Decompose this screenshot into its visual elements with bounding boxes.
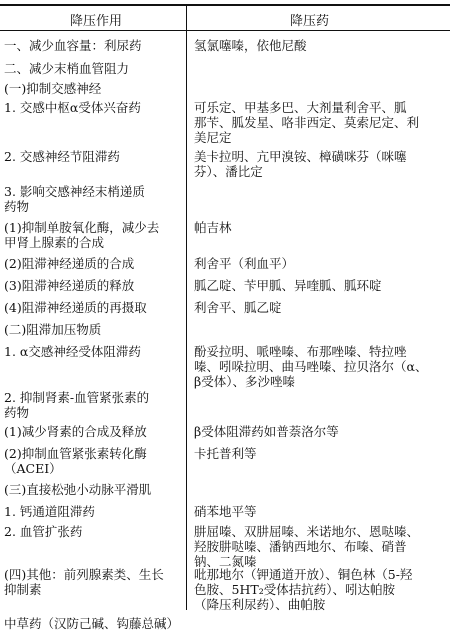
row-drugs: 氢氯噻嗪，依他尼酸: [194, 38, 307, 53]
row-drugs: 硝苯地平等: [194, 504, 257, 519]
row-drugs: 胍乙啶、苄甲胍、异喹胍、胍环啶: [194, 278, 382, 293]
row-label: (2)阻滞神经递质的合成: [4, 256, 135, 271]
row-drugs: 肼屈嗪、双肼屈嗪、米诺地尔、恩哒嗪、 羟胺肼哒嗪、潘钠西地尔、布嗪、硝普 钠、二氮嗪: [194, 524, 420, 569]
row-drugs: 酚妥拉明、哌唑嗪、布那唑嗪、特拉唑 嗪、吲哚拉明、曲马唑嗪、拉贝洛尔（α、 β受体）、多沙唑嗪: [194, 344, 428, 389]
table-top-rule: [0, 4, 450, 6]
row-label: 1. 交感中枢α受体兴奋药: [4, 100, 141, 115]
header-col-2: 降压药: [290, 14, 330, 29]
row-label: (3)阻滞神经递质的释放: [4, 278, 135, 293]
row-label: (2)抑制血管紧张素转化酶 （ACEI）: [4, 446, 147, 476]
row-drugs: 卡托普利等: [194, 446, 257, 461]
row-label: (4)阻滞神经递质的再摄取: [4, 300, 147, 315]
footer-note: 中草药（汉防己碱、钩藤总碱）: [4, 616, 180, 631]
row-label: (1)减少肾素的合成及释放: [4, 424, 147, 439]
row-label: (三)直接松弛小动脉平滑肌: [4, 482, 152, 497]
row-drugs: 利舍平、胍乙啶: [194, 300, 282, 315]
row-label: 2. 交感神经节阻滞药: [4, 149, 120, 164]
row-label: (1)抑制单胺氧化酶，减少去 甲肾上腺素的合成: [4, 220, 160, 250]
row-label: 1. 钙通道阻滞药: [4, 504, 95, 519]
row-drugs: 吡那地尔（钾通道开放）、铜色林（5-羟 色胺、5HT₂受体拮抗药）、吲达帕胺 （降压利尿药）、曲帕胺: [194, 567, 413, 612]
row-label: 1. α交感神经受体阻滞药: [4, 344, 141, 359]
row-label: 一、减少血容量：利尿药: [4, 38, 142, 53]
row-label: 2. 抑制肾素-血管紧张素的 药物: [4, 390, 150, 420]
row-label: 2. 血管扩张药: [4, 524, 83, 539]
table-column-divider: [186, 4, 187, 610]
row-drugs: 利舍平（利血平）: [194, 256, 295, 271]
table-header-rule: [0, 30, 450, 31]
row-label: (一)抑制交感神经: [4, 81, 102, 96]
row-drugs: 可乐定、甲基多巴、大剂量利舍平、胍 那苄、胍发星、咯非西定、莫索尼定、利 美尼定: [194, 100, 420, 145]
row-label: 二、减少末梢血管阻力: [4, 61, 130, 76]
row-label: (四)其他：前列腺素类、生长 抑制素: [4, 567, 164, 597]
header-col-1: 降压作用: [70, 14, 123, 29]
row-drugs: 美卡拉明、亢甲溴铵、樟磺咪芬（咪噻 芬）、潘比定: [194, 149, 407, 179]
row-label: 3. 影响交感神经末梢递质 药物: [4, 184, 145, 214]
row-drugs: β受体阻滞药如普萘洛尔等: [194, 424, 339, 439]
row-label: (二)阻滞加压物质: [4, 322, 102, 337]
row-drugs: 帕吉林: [194, 220, 232, 235]
